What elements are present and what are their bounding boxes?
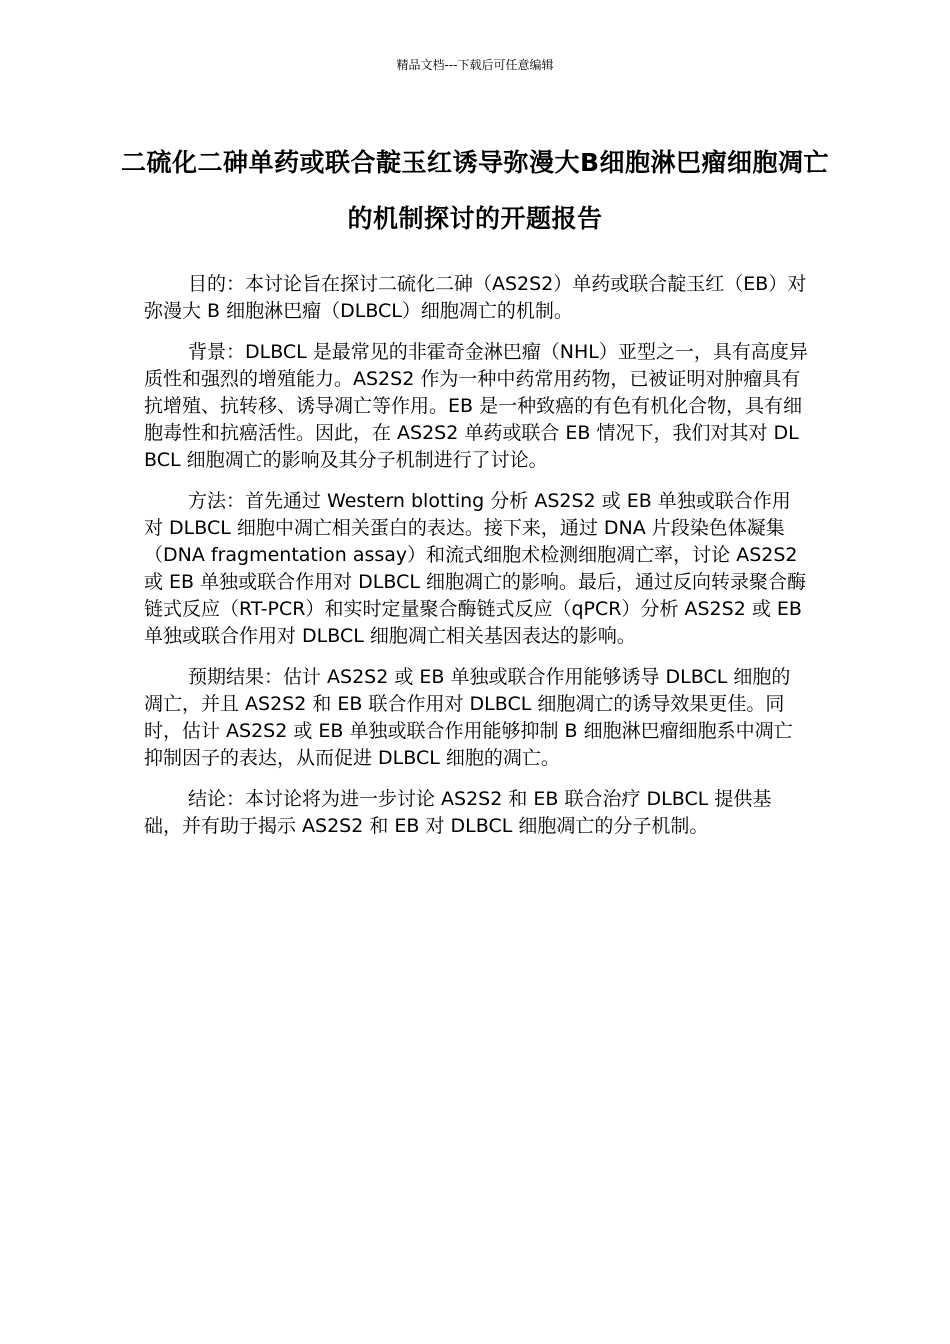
paragraph-conclusion: 结论：本讨论将为进一步讨论 AS2S2 和 EB 联合治疗 DLBCL 提供基础，并有助于揭示 AS2S2 和 EB 对 DLBCL 细胞凋亡的分子机制。 bbox=[144, 788, 772, 837]
page-header: 精品文档---下载后可任意编辑 bbox=[396, 58, 554, 72]
paragraph-purpose: 目的：本讨论旨在探讨二硫化二砷（AS2S2）单药或联合靛玉红（EB）对弥漫大 B 细胞淋巴瘤（DLBCL）细胞凋亡的机制。 bbox=[144, 273, 807, 322]
document-title: 二硫化二砷单药或联合靛玉红诱导弥漫大B细胞淋巴瘤细胞凋亡的机制探讨的开题报告 bbox=[120, 148, 830, 233]
paragraph-expected-results: 预期结果：估计 AS2S2 或 EB 单独或联合作用能够诱导 DLBCL 细胞的凋亡，并且 AS2S2 和 EB 联合作用对 DLBCL 细胞凋亡的诱导效果更佳。同时，估计 AS2S2 或 EB 单独或联合作用能够抑制 B 细胞淋巴瘤细胞系中凋亡抑制因子的表达，从而促进 DLBCL 细胞的凋亡。 bbox=[144, 666, 793, 769]
paragraph-background: 背景：DLBCL 是最常见的非霍奇金淋巴瘤（NHL）亚型之一，具有高度异质性和强烈的增殖能力。AS2S2 作为一种中药常用药物，已被证明对肿瘤具有抗增殖、抗转移、诱导凋亡等作用。EB 是一种致癌的有色有机化合物，具有细胞毒性和抗癌活性。因此，在 AS2S2 单药或联合 EB 情况下，我们对其对 DLBCL 细胞凋亡的影响及其分子机制进行了讨论。 bbox=[144, 341, 808, 471]
paragraph-methods: 方法：首先通过 Western blotting 分析 AS2S2 或 EB 单独或联合作用对 DLBCL 细胞中凋亡相关蛋白的表达。接下来，通过 DNA 片段染色体凝集（DNA fragmentation assay）和流式细胞术检测细胞凋亡率，讨论 AS2S2 或 EB 单独或联合作用对 DLBCL 细胞凋亡的影响。最后，通过反向转录聚合酶链式反应（RT-PCR）和实时定量聚合酶链式反应（qPCR）分析 AS2S2 或 EB 单独或联合作用对 DLBCL 细胞凋亡相关基因表达的影响。 bbox=[144, 490, 806, 647]
document-body bbox=[144, 271, 808, 854]
